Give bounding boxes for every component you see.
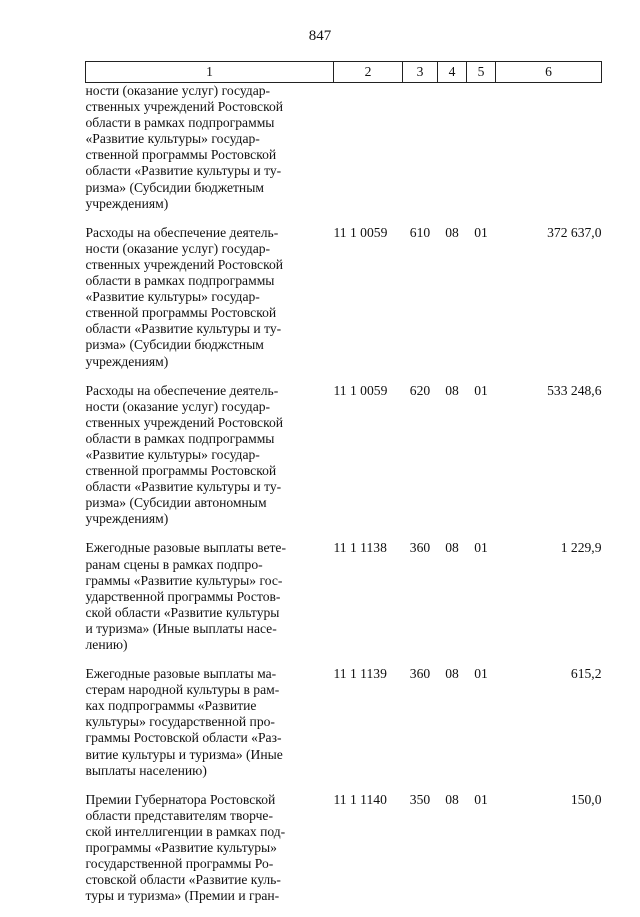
header-cell-6: 6 — [496, 62, 602, 83]
description-line: ственной программы Ростовской — [86, 305, 334, 321]
row-target-code: 11 1 1140 — [334, 792, 403, 917]
description-line: области «Развитие культуры и ту- — [86, 479, 334, 495]
table-row — [86, 666, 602, 792]
row-expense-type: 620 — [403, 383, 438, 541]
row-description — [86, 666, 334, 792]
row-subsection: 01 — [467, 666, 496, 792]
table-header — [86, 62, 602, 83]
description-line: Ежегодные разовые выплаты вете- — [86, 540, 334, 556]
description-line: ности (оказание услуг) государ- — [86, 83, 334, 99]
description-line: лению) — [86, 637, 334, 653]
row-description — [86, 540, 334, 666]
description-line: витие культуры и туризма» (Иные — [86, 747, 334, 763]
description-line: учреждениям) — [86, 354, 334, 370]
description-line: области «Развитие культуры и ту- — [86, 163, 334, 179]
table-body — [86, 83, 602, 917]
row-target-code: 11 1 0059 — [334, 225, 403, 383]
row-amount: 533 248,6 — [496, 383, 602, 541]
row-expense-type: 360 — [403, 666, 438, 792]
description-line: области в рамках подпрограммы — [86, 273, 334, 289]
description-line: области «Развитие культуры и ту- — [86, 321, 334, 337]
header-cell-3: 3 — [403, 62, 438, 83]
header-cell-4: 4 — [438, 62, 467, 83]
description-line: и туризма» (Иные выплаты насе- — [86, 621, 334, 637]
description-line: ской интеллигенции в рамках под- — [86, 824, 334, 840]
row-amount: 372 637,0 — [496, 225, 602, 383]
budget-table — [85, 61, 602, 917]
row-target-code: 11 1 0059 — [334, 383, 403, 541]
description-line: Расходы на обеспечение деятель- — [86, 225, 334, 241]
row-target-code: 11 1 1139 — [334, 666, 403, 792]
description-line: области представителям творче- — [86, 808, 334, 824]
description-line: ках подпрограммы «Развитие — [86, 698, 334, 714]
row-amount: 150,0 — [496, 792, 602, 917]
row-section: 08 — [438, 666, 467, 792]
description-line: Премии Губернатора Ростовской — [86, 792, 334, 808]
row-expense-type — [403, 83, 438, 225]
description-line: стерам народной культуры в рам- — [86, 682, 334, 698]
row-subsection: 01 — [467, 225, 496, 383]
description-line: ственной программы Ростовской — [86, 463, 334, 479]
description-line: учреждениям) — [86, 196, 334, 212]
row-subsection — [467, 83, 496, 225]
row-section: 08 — [438, 540, 467, 666]
description-line: ской области «Развитие культуры — [86, 605, 334, 621]
row-subsection: 01 — [467, 792, 496, 917]
row-section: 08 — [438, 792, 467, 917]
row-subsection: 01 — [467, 383, 496, 541]
row-expense-type: 610 — [403, 225, 438, 383]
row-amount — [496, 83, 602, 225]
description-line: ризма» (Субсидии автономным — [86, 495, 334, 511]
row-section — [438, 83, 467, 225]
description-line: выплаты населению) — [86, 763, 334, 779]
description-line: Ежегодные разовые выплаты ма- — [86, 666, 334, 682]
description-line: ударственной программы Ростов- — [86, 589, 334, 605]
description-line: государственной программы Ро- — [86, 856, 334, 872]
description-line: ности (оказание услуг) государ- — [86, 241, 334, 257]
description-line: ранам сцены в рамках подпро- — [86, 557, 334, 573]
description-line: учреждениям) — [86, 511, 334, 527]
row-section: 08 — [438, 383, 467, 541]
description-line: ризма» (Субсидии бюджетным — [86, 180, 334, 196]
description-line: «Развитие культуры» государ- — [86, 447, 334, 463]
description-line: граммы «Развитие культуры» гос- — [86, 573, 334, 589]
table-row — [86, 83, 602, 225]
description-line: ственных учреждений Ростовской — [86, 257, 334, 273]
description-line: ственной программы Ростовской — [86, 147, 334, 163]
row-section: 08 — [438, 225, 467, 383]
row-description — [86, 225, 334, 383]
description-line: ственных учреждений Ростовской — [86, 99, 334, 115]
description-line: программы «Развитие культуры» — [86, 840, 334, 856]
row-expense-type: 350 — [403, 792, 438, 917]
description-line: туры и туризма» (Премии и гран- — [86, 888, 334, 904]
row-description — [86, 792, 334, 917]
table-row — [86, 383, 602, 541]
description-line: области в рамках подпрограммы — [86, 431, 334, 447]
page-number: 847 — [0, 28, 640, 45]
description-line: области в рамках подпрограммы — [86, 115, 334, 131]
row-description — [86, 383, 334, 541]
description-line: ственных учреждений Ростовской — [86, 415, 334, 431]
row-amount: 615,2 — [496, 666, 602, 792]
row-subsection: 01 — [467, 540, 496, 666]
description-line: граммы Ростовской области «Раз- — [86, 730, 334, 746]
row-description — [86, 83, 334, 225]
row-target-code: 11 1 1138 — [334, 540, 403, 666]
header-cell-5: 5 — [467, 62, 496, 83]
header-cell-1: 1 — [86, 62, 334, 83]
table-row — [86, 792, 602, 917]
table-row — [86, 540, 602, 666]
row-expense-type: 360 — [403, 540, 438, 666]
description-line: «Развитие культуры» государ- — [86, 289, 334, 305]
description-line: стовской области «Развитие куль- — [86, 872, 334, 888]
header-cell-2: 2 — [334, 62, 403, 83]
description-line: культуры» государственной про- — [86, 714, 334, 730]
row-amount: 1 229,9 — [496, 540, 602, 666]
row-target-code — [334, 83, 403, 225]
description-line: «Развитие культуры» государ- — [86, 131, 334, 147]
table-row — [86, 225, 602, 383]
description-line: ризма» (Субсидии бюджстным — [86, 337, 334, 353]
description-line: ности (оказание услуг) государ- — [86, 399, 334, 415]
description-line: Расходы на обеспечение деятель- — [86, 383, 334, 399]
